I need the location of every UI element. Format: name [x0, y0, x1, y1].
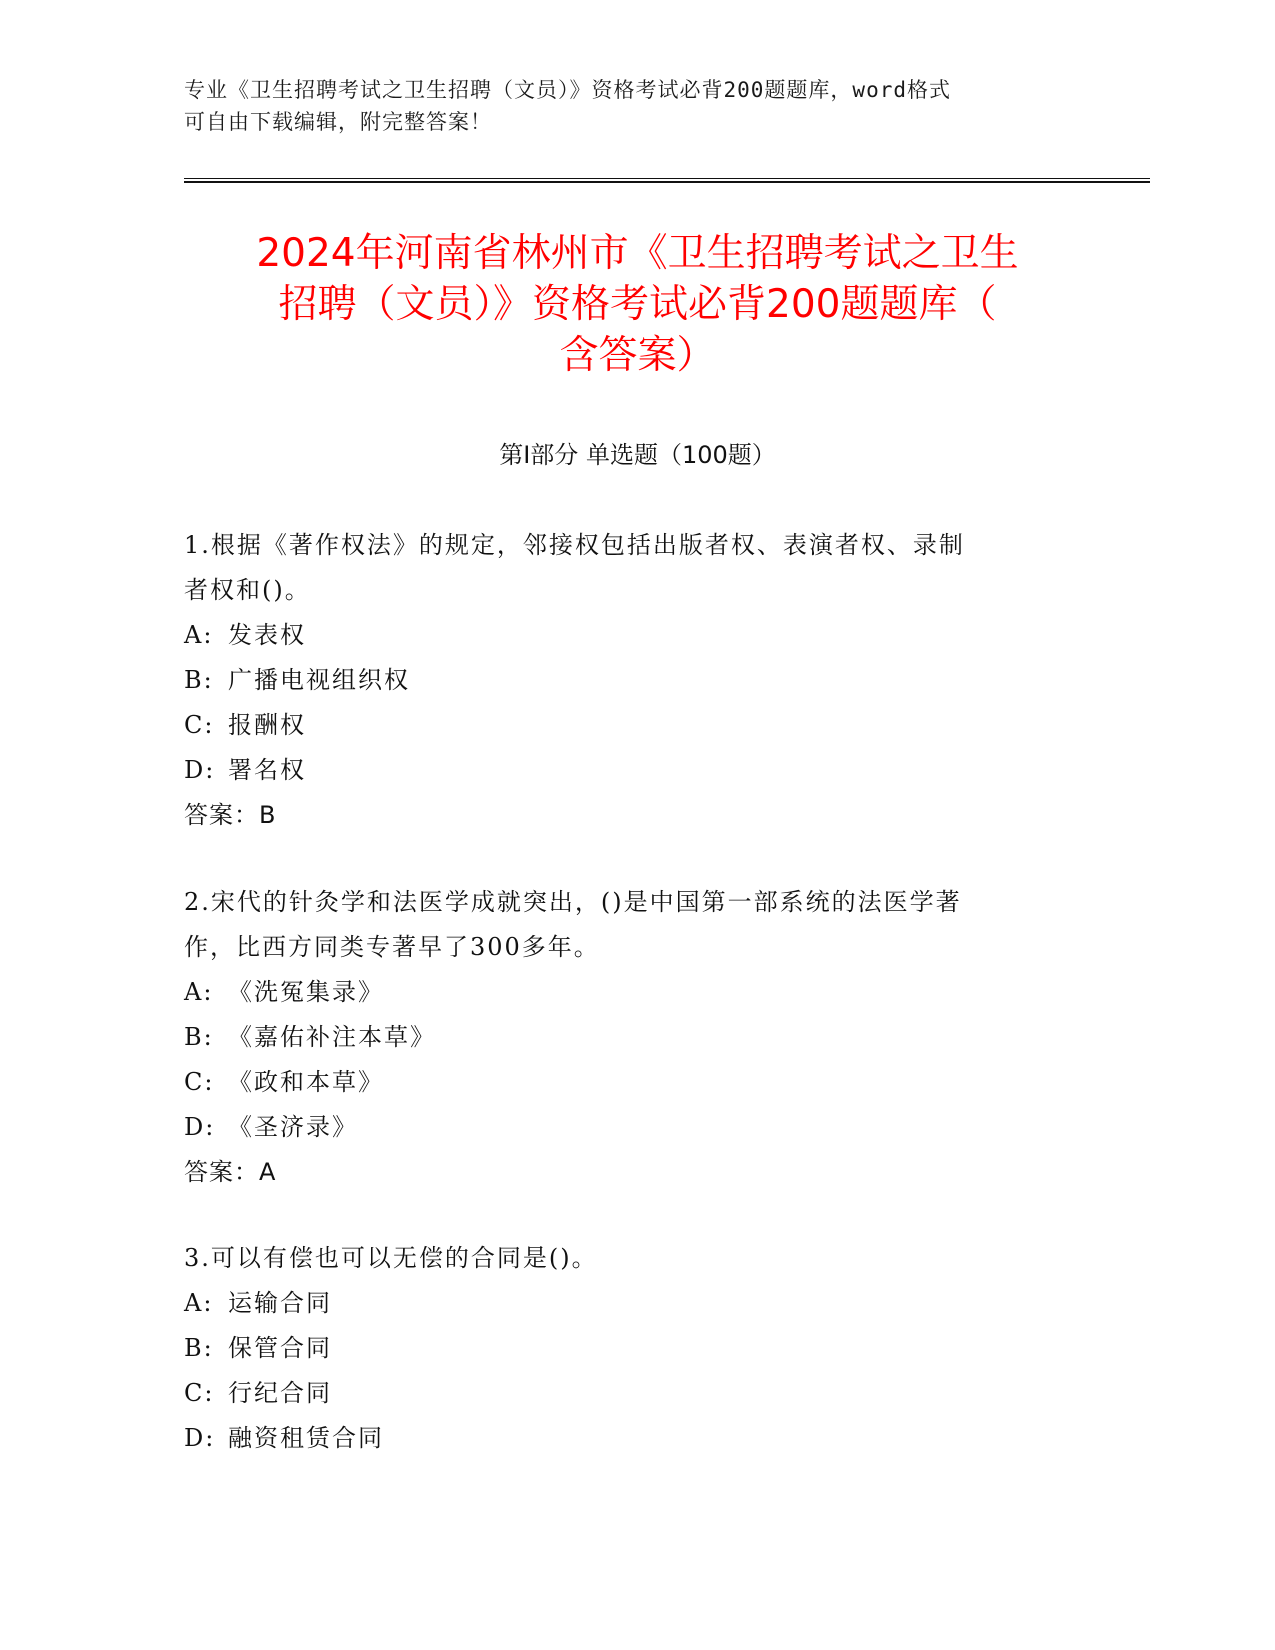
stem-line: 3.可以有偿也可以无偿的合同是()。 [184, 1244, 598, 1272]
stem-line: 作，比西方同类专著早了300多年。 [184, 933, 600, 961]
title-line: 2024年河南省林州市《卫生招聘考试之卫生 [256, 231, 1019, 276]
question-stem [184, 523, 1064, 613]
option-d [184, 1416, 1064, 1461]
option-key: C: [184, 1068, 215, 1096]
option-a [184, 613, 1064, 658]
option-key: B: [184, 666, 214, 694]
option-text: 发表权 [228, 621, 306, 649]
question-3 [184, 1236, 1064, 1461]
stem-line: 2.宋代的针灸学和法医学成就突出，()是中国第一部系统的法医学著 [184, 888, 962, 916]
option-key: C: [184, 711, 215, 739]
option-b [184, 1326, 1064, 1371]
question-1 [184, 523, 1064, 838]
option-b [184, 1015, 1064, 1060]
option-text: 署名权 [228, 756, 306, 784]
option-text: 《政和本草》 [228, 1068, 384, 1096]
option-text: 运输合同 [228, 1289, 332, 1317]
option-text: 《嘉佑补注本草》 [228, 1023, 436, 1051]
header-divider-thick [184, 181, 1150, 183]
intro-text [184, 74, 1054, 138]
question-stem [184, 880, 1064, 970]
stem-line: 者权和()。 [184, 576, 311, 604]
title-line: 招聘（文员）》资格考试必背200题题库（ [278, 282, 997, 327]
option-key: A: [184, 978, 214, 1006]
option-c [184, 1371, 1064, 1416]
option-c [184, 703, 1064, 748]
option-text: 《圣济录》 [228, 1113, 358, 1141]
section-heading: 第Ⅰ部分 单选题（100题） [499, 441, 776, 469]
option-text: 保管合同 [228, 1334, 332, 1362]
option-b [184, 658, 1064, 703]
option-text: 《洗冤集录》 [228, 978, 384, 1006]
option-key: B: [184, 1334, 214, 1362]
option-key: D: [184, 1113, 216, 1141]
option-c [184, 1060, 1064, 1105]
option-key: B: [184, 1023, 214, 1051]
question-stem [184, 1236, 1064, 1281]
question-2 [184, 880, 1064, 1195]
answer-line: 答案：B [184, 801, 277, 829]
intro-line: 可自由下载编辑，附完整答案！ [184, 110, 492, 134]
option-d [184, 748, 1064, 793]
option-key: A: [184, 1289, 214, 1317]
intro-line: 专业《卫生招聘考试之卫生招聘（文员）》资格考试必背200题题库，word格式 [184, 78, 951, 102]
document-title [180, 228, 1095, 381]
option-text: 报酬权 [228, 711, 306, 739]
title-line: 含答案） [559, 333, 716, 378]
option-key: D: [184, 756, 216, 784]
option-text: 行纪合同 [228, 1379, 332, 1407]
stem-line: 1.根据《著作权法》的规定，邻接权包括出版者权、表演者权、录制 [184, 531, 965, 559]
answer-line: 答案：A [184, 1158, 277, 1186]
option-key: A: [184, 621, 214, 649]
option-text: 融资租赁合同 [228, 1424, 384, 1452]
option-key: D: [184, 1424, 216, 1452]
option-a [184, 1281, 1064, 1326]
option-a [184, 970, 1064, 1015]
option-d [184, 1105, 1064, 1150]
option-text: 广播电视组织权 [228, 666, 410, 694]
option-key: C: [184, 1379, 215, 1407]
header-divider [184, 178, 1150, 179]
